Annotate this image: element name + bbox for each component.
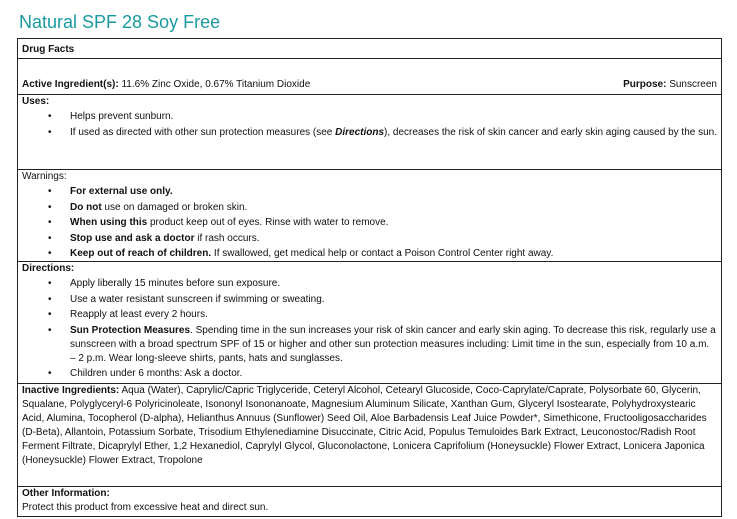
active-ingredient-line (22, 78, 310, 92)
list-item: • Use a water resistant sunscreen if swimming or sweating. (48, 293, 325, 305)
list-item: • Children under 6 months: Ask a doctor. (48, 368, 243, 379)
directions-list (22, 277, 717, 381)
bullet-icon: • (48, 293, 52, 305)
bullet-icon: • (48, 232, 52, 244)
warnings-list (22, 185, 717, 261)
list-item: • Helps prevent sunburn. (48, 111, 174, 122)
drug-facts-heading-section (18, 43, 721, 57)
list-item: • Stop use and ask a doctor if rash occurs. (48, 232, 260, 244)
bullet-icon: • (48, 201, 52, 213)
list-item: • For external use only. (48, 186, 173, 197)
bullet-icon: • (48, 309, 52, 320)
list-item: • When using this product keep out of eyes. Rinse with water to remove. (48, 217, 389, 228)
bullet-icon: • (48, 111, 52, 122)
list-item: • Do not use on damaged or broken skin. (48, 201, 248, 213)
bullet-icon: • (48, 186, 52, 197)
warnings-heading: Warnings: (22, 171, 67, 182)
bullet-icon: • (48, 217, 52, 228)
purpose-label: Purpose: (623, 79, 667, 90)
list-item: • Apply liberally 15 minutes before sun exposure. (48, 278, 281, 289)
directions-heading: Directions: (22, 263, 75, 274)
purpose-line (623, 78, 717, 92)
warnings-section (18, 169, 721, 261)
bullet-icon: • (48, 126, 52, 138)
list-item: • Reapply at least every 2 hours. (48, 309, 208, 320)
active-ingredient-section (18, 58, 721, 94)
inactive-ingredients-text (22, 384, 717, 468)
bullet-icon: • (48, 324, 52, 336)
active-ingredient-value: 11.6% Zinc Oxide, 0.67% Titanium Dioxide (121, 79, 311, 90)
other-information-value: Protect this product from excessive heat and direct sun. (22, 502, 269, 513)
purpose-value: Sunscreen (669, 79, 717, 90)
page-title: Natural SPF 28 Soy Free (19, 12, 221, 32)
drug-facts-panel (17, 38, 722, 517)
other-information-section (18, 486, 721, 517)
bullet-icon: • (48, 368, 52, 379)
directions-reference: Directions (335, 126, 385, 138)
list-item: • If used as directed with other sun protection measures (see Directions), decreases the risk of skin cancer and early skin aging caused by the sun. (48, 126, 718, 138)
list-item: • Keep out of reach of children. If swallowed, get medical help or contact a Poison Control Center right away. (48, 248, 554, 259)
bullet-icon: • (48, 278, 52, 289)
inactive-ingredients-value: Aqua (Water), Caprylic/Capric Triglyceride, Ceteryl Alcohol, Cetearyl Glucoside, Coco-Caprylate/Caprate, Polysorbate 60, Glycerin, Squalane, Polyglyceryl-6 Polyricinoleate, Isononyl Isononanoate, Magnesium Aluminum Silicate, Xanthan Gum, Glyceryl Isostearate, Polyhydroxystearic Acid, Alumina, Tocopherol (D-alpha), Helianthus Annuus (Sunflower) Seed Oil, Aloe Barbadensis Leaf Juice Powder*, Simethicone, Fructooligosaccharides (D-Beta), Allantoin, Potassium Sorbate, Trisodium Ethylenediamine Disuccinate, Citric Acid, Populus Temuloides Bark Extract, Leuconostoc/Radish Root Ferment Filtrate, Dicaprylyl Ether, 1,2 Hexanediol, Caprylyl Glycol, Gluconolactone, Lonicera Caprifolium (Honeysuckle) Flower Extract, Lonicera Japonica (Honeysuckle) Flower Extract, Tropolone (22, 385, 707, 466)
uses-list (22, 110, 717, 140)
uses-section (18, 94, 721, 170)
inactive-ingredients-label: Inactive Ingredients: (22, 385, 120, 396)
directions-section (18, 261, 721, 383)
inactive-ingredients-section (18, 383, 721, 486)
drug-facts-heading: Drug Facts (22, 44, 75, 55)
bullet-icon: • (48, 248, 52, 259)
list-item: • Sun Protection Measures. Spending time in the sun increases your risk of skin cancer and early skin aging. To decrease this risk, regularly use a sunscreen with a broad spectrum SPF of 15 or higher and other sun protection measures including: Limit time in the sun, especially from 10 a.m. – 2 p.m. Wear long-sleeve shirts, pants, hats and sunglasses. (48, 324, 716, 364)
active-ingredient-label: Active Ingredient(s): (22, 79, 119, 90)
other-information-heading: Other Information: (22, 488, 110, 499)
uses-heading: Uses: (22, 96, 50, 107)
